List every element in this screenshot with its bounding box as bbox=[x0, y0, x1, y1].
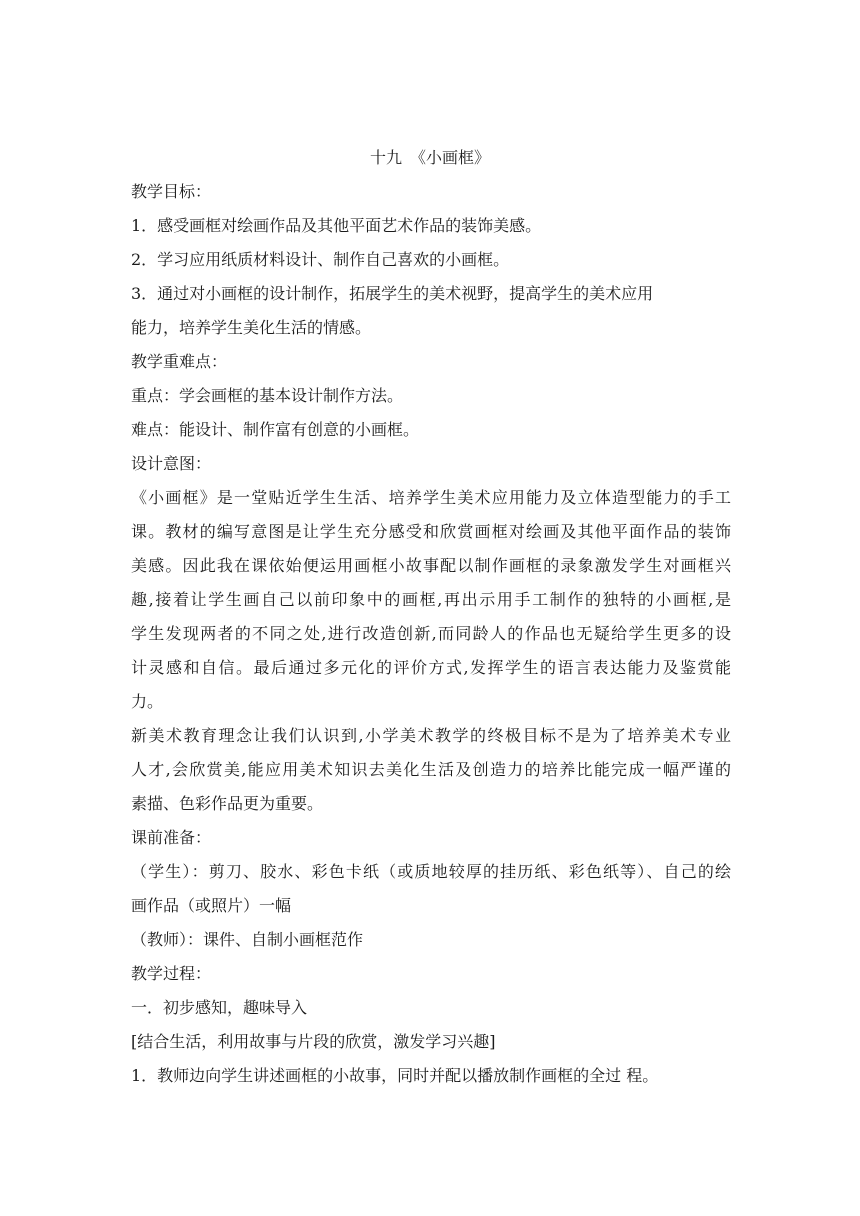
heading-preparation: 课前准备： bbox=[131, 828, 212, 847]
paragraph-line: 学生发现两者的不同之处,进行改造创新,而同龄人的作品也无疑给学生更多的设 bbox=[131, 624, 731, 643]
paragraph-line: 《小画框》是一堂贴近学生生活、培养学生美术应用能力及立体造型能力的手工 bbox=[131, 488, 731, 507]
goal-item-3: 3．通过对小画框的设计制作，拓展学生的美术视野，提高学生的美术应用 bbox=[131, 284, 654, 303]
paragraph-line: 趣,接着让学生画自己以前印象中的画框,再出示用手工制作的独特的小画框,是 bbox=[131, 590, 731, 609]
document-body bbox=[131, 175, 731, 1093]
paragraph-line: 人才,会欣赏美,能应用美术知识去美化生活及创造力的培养比能完成一幅严谨的 bbox=[131, 760, 731, 779]
goal-item-3-continued: 能力，培养学生美化生活的情感。 bbox=[131, 318, 372, 337]
process-step-item-1: 1．教师边向学生讲述画框的小故事，同时并配以播放制作画框的全过 程。 bbox=[131, 1066, 659, 1085]
heading-design-intent: 设计意图： bbox=[131, 454, 212, 473]
teacher-materials: （教师）：课件、自制小画框范作 bbox=[131, 930, 364, 949]
paragraph-line: 素描、色彩作品更为重要。 bbox=[131, 794, 324, 813]
process-step-note: [结合生活，利用故事与片段的欣赏，激发学习兴趣] bbox=[131, 1032, 496, 1051]
key-point: 重点：学会画框的基本设计制作方法。 bbox=[131, 386, 404, 405]
goal-item-1: 1．感受画框对绘画作品及其他平面艺术作品的装饰美感。 bbox=[131, 216, 542, 235]
student-materials-continued: 画作品（或照片）一幅 bbox=[131, 896, 292, 915]
paragraph-line: 美感。因此我在课依始便运用画框小故事配以制作画框的录象激发学生对画框兴 bbox=[131, 556, 731, 575]
paragraph-line: 力。 bbox=[131, 692, 164, 711]
heading-key-points: 教学重难点： bbox=[131, 352, 228, 371]
paragraph-line: 计灵感和自信。最后通过多元化的评价方式,发挥学生的语言表达能力及鉴赏能 bbox=[131, 658, 731, 677]
process-step-heading: 一．初步感知，趣味导入 bbox=[131, 998, 308, 1017]
student-materials: （学生）：剪刀、胶水、彩色卡纸（或质地较厚的挂历纸、彩色纸等）、自己的绘 bbox=[131, 862, 731, 881]
difficult-point: 难点：能设计、制作富有创意的小画框。 bbox=[131, 420, 420, 439]
paragraph-line: 课。教材的编写意图是让学生充分感受和欣赏画框对绘画及其他平面作品的装饰 bbox=[131, 522, 731, 541]
goal-item-2: 2．学习应用纸质材料设计、制作自己喜欢的小画框。 bbox=[131, 250, 510, 269]
paragraph-line: 新美术教育理念让我们认识到,小学美术教学的终极目标不是为了培养美术专业 bbox=[131, 726, 731, 745]
heading-teaching-process: 教学过程： bbox=[131, 964, 212, 983]
page-title: 十九 《小画框》 bbox=[369, 148, 490, 167]
heading-teaching-goals: 教学目标： bbox=[131, 182, 212, 201]
